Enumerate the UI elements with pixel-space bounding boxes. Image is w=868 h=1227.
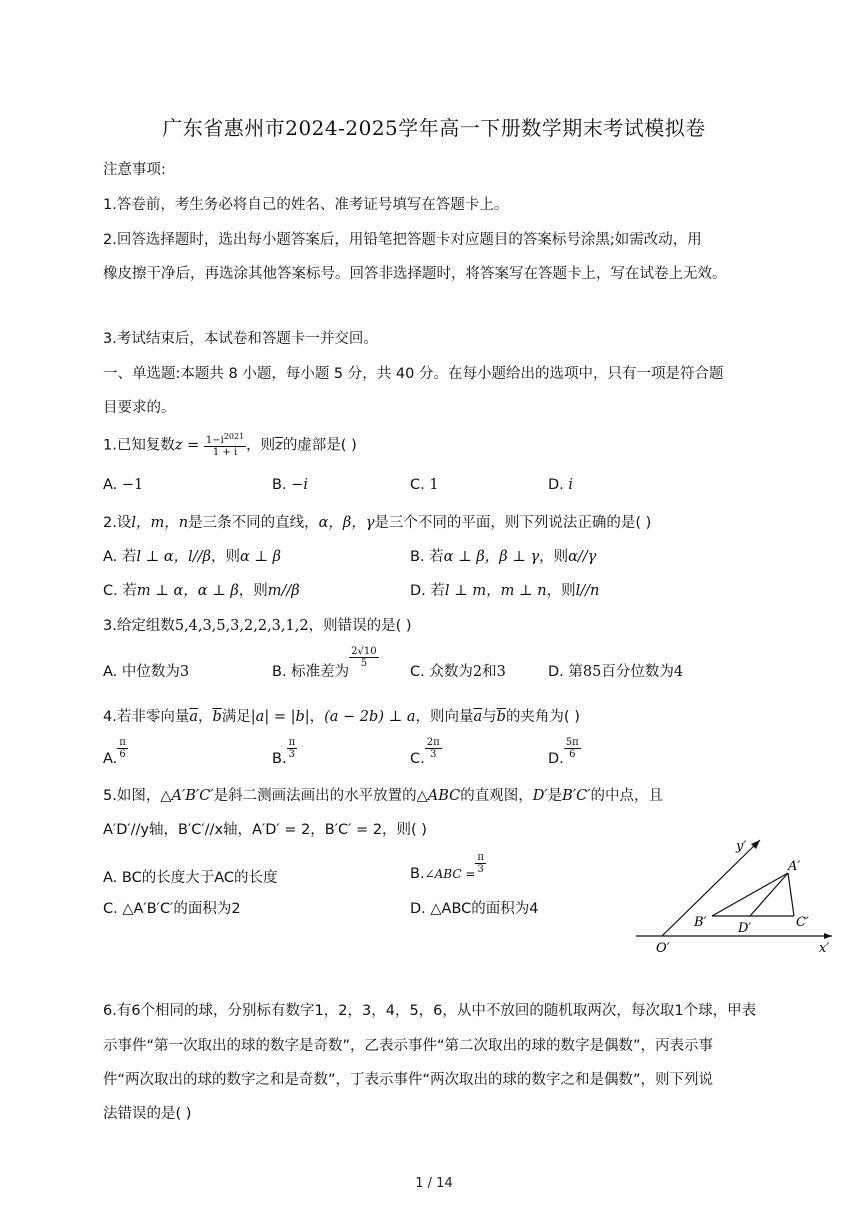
q1-zbar: $\overline{z}$ — [275, 437, 283, 454]
q1-fraction — [204, 433, 246, 458]
q2-option-c: C. 若m ⊥ α，α ⊥ β，则m//β — [103, 583, 300, 599]
q1-num: 1−i — [205, 435, 224, 446]
segment-a-c — [788, 873, 794, 916]
notice-item-2a: 2.回答选择题时，选出每小题答案后，用铅笔把答题卡对应题目的答案标号涂黑;如需改动，用 — [103, 232, 702, 248]
q3-option-c: C. 众数为2和3 — [410, 664, 506, 680]
question-2: 2.设l，m，n是三条不同的直线，α，β，γ是三个不同的平面，则下列说法正确的是( ) — [103, 515, 652, 531]
q2-option-a: A. 若l ⊥ α，l//β，则α ⊥ β — [103, 549, 281, 565]
q1-exp: 2021 — [223, 432, 245, 441]
page-title: 广东省惠州市2024-2025学年高一下册数学期末考试模拟卷 — [162, 116, 706, 140]
notice-item-1: 1.答卷前，考生务必将自己的姓名、准考证号填写在答题卡上。 — [103, 197, 509, 213]
q1-den: 1 + i — [212, 447, 238, 458]
q3-option-d: D. 第85百分位数为4 — [548, 664, 684, 680]
q4-option-b: B. $\frac{\pi}{3}$ — [272, 737, 296, 767]
label-x: x′ — [819, 941, 830, 956]
question-4: 4.若非零向量$\overline{a}$，$\overline{b}$满足|a| = |b|，(a − 2b) ⊥ a，则向量$\overline{a}$与$\overline{b}$的夹角为( ) — [103, 709, 580, 725]
q1-eq: = — [182, 437, 204, 454]
section-heading-line1: 一、单选题:本题共 8 小题，每小题 5 分，共 40 分。在每小题给出的选项中，只有一项是符合题 — [103, 366, 724, 382]
q3-data: 5,4,3,5,3,2,2,3,1,2 — [174, 618, 309, 634]
q5-option-d: D. △ABC的面积为4 — [410, 901, 539, 917]
q4-eq1: |a| = |b| — [250, 709, 310, 725]
section-heading-line2: 目要求的。 — [103, 400, 176, 416]
q4-vector-a: $\overline{a}$ — [189, 709, 198, 725]
q4-option-c: C. $\frac{2\pi}{3}$ — [410, 737, 440, 767]
label-y: y′ — [736, 839, 747, 854]
segment-b-a — [712, 873, 788, 916]
q1-option-c: C. 1 — [410, 477, 439, 493]
q2-option-b: B. 若α ⊥ β，β ⊥ γ，则α//γ — [410, 549, 597, 565]
q4-vector-b: $\overline{b}$ — [212, 709, 222, 725]
question-3: 3.给定组数5,4,3,5,3,2,2,3,1,2，则错误的是( ) — [103, 618, 412, 634]
oblique-projection-figure — [632, 830, 842, 958]
question-6-line2: 示事件“第一次取出的球的数字是奇数”，乙表示事件“第二次取出的球的数字是偶数”，丙表示事 — [103, 1038, 714, 1054]
notice-heading: 注意事项: — [103, 162, 166, 178]
q1-z: z — [174, 437, 183, 454]
label-d: D′ — [738, 921, 752, 936]
question-5-line2: A′D′//y轴，B′C′//x轴，A′D′ = 2，B′C′ = 2，则( ) — [103, 822, 427, 838]
q5-option-a: A. BC的长度大于AC的长度 — [103, 870, 278, 886]
q1-prefix: 1.已知复数 — [103, 437, 175, 454]
q3-option-b: B. 标准差为 $\frac{2√10}{5}$ — [272, 646, 377, 680]
q3-option-a: A. 中位数为3 — [103, 664, 190, 680]
q1-option-d: D. i — [548, 477, 574, 493]
q1-option-a: A. −1 — [103, 477, 144, 493]
q1-mid: ，则 — [246, 437, 276, 454]
question-1 — [103, 433, 357, 458]
label-b: B′ — [694, 915, 707, 930]
q5-option-b: B.∠ABC = $\frac{\pi}{3}$ — [410, 852, 484, 882]
label-c: C′ — [796, 915, 809, 930]
question-6-line4: 法错误的是( ) — [103, 1106, 192, 1122]
label-a: A′ — [788, 859, 801, 874]
notice-item-2b: 橡皮擦干净后，再选涂其他答案标号。回答非选择题时，将答案写在答题卡上，写在试卷上无效。 — [103, 266, 727, 282]
q5-option-c: C. △A′B′C′的面积为2 — [103, 901, 241, 917]
question-6-line1: 6.有6个相同的球，分别标有数字1，2，3，4，5，6，从中不放回的随机取两次，每次取1个球，甲表 — [103, 1003, 757, 1019]
q2-option-d: D. 若l ⊥ m，m ⊥ n，则l//n — [410, 583, 600, 599]
question-6-line3: 件“两次取出的球的数字之和是奇数”，丁表示事件“两次取出的球的数字之和是偶数”，则下列说 — [103, 1072, 714, 1088]
q4-option-d: D. $\frac{5\pi}{6}$ — [548, 737, 579, 767]
question-5-line1: 5.如图，△A′B′C′是斜二测画法画出的水平放置的△ABC的直观图，D′是B′C′的中点，且 — [103, 788, 664, 804]
segment-d-a — [750, 873, 788, 916]
q1-suffix: 的虚部是( ) — [282, 437, 357, 454]
q4-eq2: (a − 2b) ⊥ a — [324, 709, 416, 725]
page-number: 1 / 14 — [415, 1176, 453, 1191]
notice-item-3: 3.考试结束后，本试卷和答题卡一并交回。 — [103, 331, 378, 347]
q4-option-a: A. $\frac{\pi}{6}$ — [103, 737, 126, 767]
label-o: O′ — [656, 941, 670, 956]
x-axis-arrow — [824, 933, 832, 939]
q1-option-b: B. −i — [272, 477, 308, 493]
